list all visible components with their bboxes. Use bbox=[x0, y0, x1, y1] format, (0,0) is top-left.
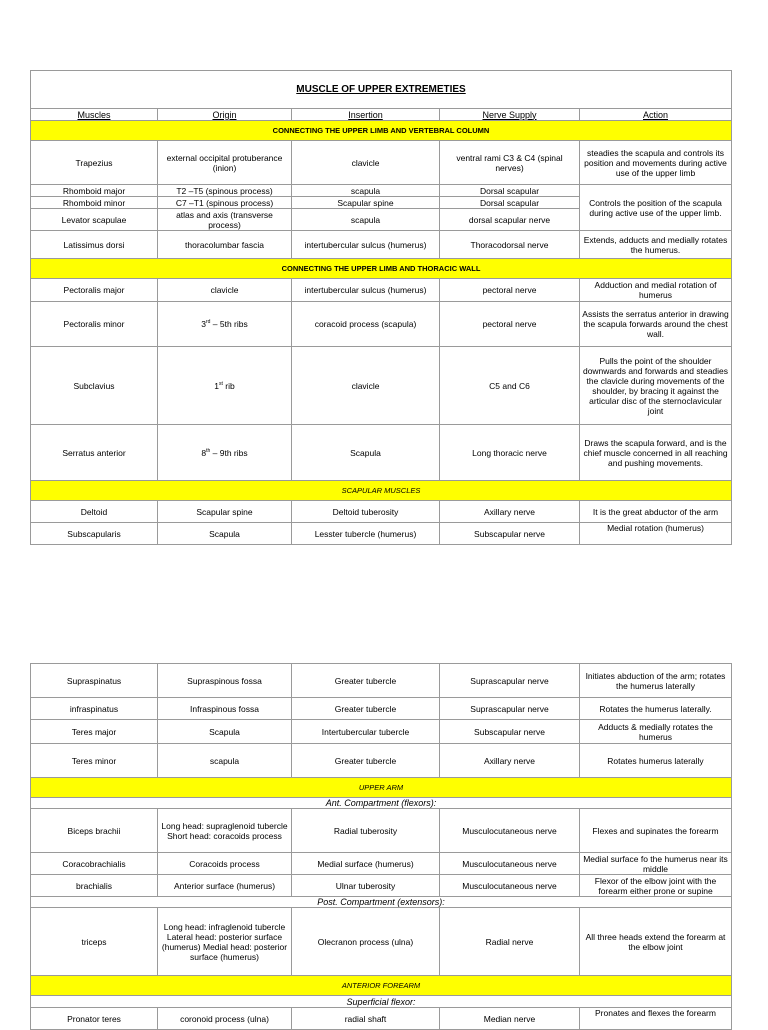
ordinal-suffix: th bbox=[206, 447, 211, 454]
origin-cell: Long head: supraglenoid tubercle Short head: coracoids process bbox=[158, 809, 292, 853]
origin-rest: rib bbox=[222, 380, 235, 391]
table-row bbox=[31, 279, 732, 302]
header-nerve-supply: Nerve Supply bbox=[440, 109, 580, 121]
origin-cell: Supraspinous fossa bbox=[158, 664, 292, 698]
nerve-cell: pectoral nerve bbox=[440, 279, 580, 302]
muscle-cell: Latissimus dorsi bbox=[31, 231, 158, 259]
insertion-cell: Olecranon process (ulna) bbox=[292, 908, 440, 976]
action-cell: Adducts & medially rotates the humerus bbox=[580, 720, 732, 744]
insertion-cell: Greater tubercle bbox=[292, 744, 440, 778]
action-cell: Pronates and flexes the forearm bbox=[580, 1008, 732, 1030]
action-cell: Medial rotation (humerus) bbox=[580, 523, 732, 545]
header-insertion: Insertion bbox=[292, 109, 440, 121]
nerve-cell: Median nerve bbox=[440, 1008, 580, 1030]
nerve-cell: Dorsal scapular bbox=[440, 197, 580, 209]
action-cell: Draws the scapula forward, and is the chief muscle concerned in all reaching and pushing movements. bbox=[580, 425, 732, 481]
origin-cell: coronoid process (ulna) bbox=[158, 1008, 292, 1030]
section-vertebral-column: CONNECTING THE UPPER LIMB AND VERTEBRAL COLUMN bbox=[31, 121, 732, 141]
muscle-cell: Rhomboid minor bbox=[31, 197, 158, 209]
nerve-cell: Long thoracic nerve bbox=[440, 425, 580, 481]
muscle-cell: Levator scapulae bbox=[31, 209, 158, 231]
origin-number: 8 bbox=[201, 447, 207, 458]
insertion-cell: Intertubercular tubercle bbox=[292, 720, 440, 744]
table-row bbox=[31, 1008, 732, 1030]
nerve-cell: ventral rami C3 & C4 (spinal nerves) bbox=[440, 141, 580, 185]
origin-cell bbox=[158, 347, 292, 425]
table-row bbox=[31, 425, 732, 481]
muscle-cell: Biceps brachii bbox=[31, 809, 158, 853]
insertion-cell: scapula bbox=[292, 209, 440, 231]
subsection-ant-compartment: Ant. Compartment (flexors): bbox=[31, 798, 732, 809]
nerve-cell: Suprascapular nerve bbox=[440, 664, 580, 698]
nerve-cell: C5 and C6 bbox=[440, 347, 580, 425]
origin-cell: clavicle bbox=[158, 279, 292, 302]
muscle-cell: brachialis bbox=[31, 875, 158, 897]
action-cell: Rotates the humerus laterally. bbox=[580, 698, 732, 720]
nerve-cell: Thoracodorsal nerve bbox=[440, 231, 580, 259]
muscle-cell: Rhomboid major bbox=[31, 185, 158, 197]
muscle-cell: Pronator teres bbox=[31, 1008, 158, 1030]
origin-cell: atlas and axis (transverse process) bbox=[158, 209, 292, 231]
origin-cell: T2 –T5 (spinous process) bbox=[158, 185, 292, 197]
header-muscles: Muscles bbox=[31, 109, 158, 121]
table-row bbox=[31, 141, 732, 185]
insertion-cell: intertubercular sulcus (humerus) bbox=[292, 279, 440, 302]
insertion-cell: intertubercular sulcus (humerus) bbox=[292, 231, 440, 259]
muscle-cell: Serratus anterior bbox=[31, 425, 158, 481]
action-cell: Initiates abduction of the arm; rotates the humerus laterally bbox=[580, 664, 732, 698]
nerve-cell: Subscapular nerve bbox=[440, 720, 580, 744]
header-origin: Origin bbox=[158, 109, 292, 121]
nerve-cell: Subscapular nerve bbox=[440, 523, 580, 545]
section-scapular-muscles: SCAPULAR MUSCLES bbox=[31, 481, 732, 501]
muscle-cell: Supraspinatus bbox=[31, 664, 158, 698]
insertion-cell: Scapula bbox=[292, 425, 440, 481]
origin-number: 3 bbox=[201, 319, 206, 329]
nerve-cell: Radial nerve bbox=[440, 908, 580, 976]
nerve-cell: Suprascapular nerve bbox=[440, 698, 580, 720]
insertion-cell: clavicle bbox=[292, 347, 440, 425]
action-cell: Pulls the point of the shoulder downwards and forwards and steadies the clavicle during movements of the shoulder, by bracing it against the articular disc of the sternoclavicular joint bbox=[580, 347, 732, 425]
table-row bbox=[31, 853, 732, 875]
page-title: MUSCLE OF UPPER EXTREMETIES bbox=[31, 71, 732, 109]
table-row bbox=[31, 698, 732, 720]
action-cell: Flexes and supinates the forearm bbox=[580, 809, 732, 853]
table-row bbox=[31, 523, 732, 545]
muscle-cell: Pectoralis major bbox=[31, 279, 158, 302]
muscle-cell: Pectoralis minor bbox=[31, 302, 158, 347]
origin-cell: external occipital protuberance (inion) bbox=[158, 141, 292, 185]
ordinal-suffix: rd bbox=[205, 319, 211, 326]
nerve-cell: Musculocutaneous nerve bbox=[440, 875, 580, 897]
action-cell: Flexor of the elbow joint with the forearm either prone or supine bbox=[580, 875, 732, 897]
muscle-cell: triceps bbox=[31, 908, 158, 976]
table-row bbox=[31, 347, 732, 425]
table-row bbox=[31, 875, 732, 897]
origin-number: 1 bbox=[214, 380, 220, 391]
nerve-cell: Axillary nerve bbox=[440, 744, 580, 778]
section-anterior-forearm: ANTERIOR FOREARM bbox=[31, 976, 732, 996]
table-row bbox=[31, 664, 732, 698]
muscle-cell: Trapezius bbox=[31, 141, 158, 185]
table-row bbox=[31, 185, 732, 197]
origin-cell: Anterior surface (humerus) bbox=[158, 875, 292, 897]
muscle-cell: Subscapularis bbox=[31, 523, 158, 545]
muscle-table-part-1 bbox=[30, 70, 732, 545]
origin-cell bbox=[158, 425, 292, 481]
table-row bbox=[31, 501, 732, 523]
nerve-cell: Musculocutaneous nerve bbox=[440, 853, 580, 875]
muscle-cell: Coracobrachialis bbox=[31, 853, 158, 875]
table-row bbox=[31, 231, 732, 259]
table-row bbox=[31, 744, 732, 778]
origin-cell: C7 –T1 (spinous process) bbox=[158, 197, 292, 209]
insertion-cell: radial shaft bbox=[292, 1008, 440, 1030]
section-upper-arm: UPPER ARM bbox=[31, 778, 732, 798]
insertion-cell: clavicle bbox=[292, 141, 440, 185]
origin-cell: thoracolumbar fascia bbox=[158, 231, 292, 259]
action-cell: All three heads extend the forearm at the elbow joint bbox=[580, 908, 732, 976]
action-cell: Assists the serratus anterior in drawing the scapula forwards around the chest wall. bbox=[580, 302, 732, 347]
subsection-post-compartment: Post. Compartment (extensors): bbox=[31, 897, 732, 908]
insertion-cell: Greater tubercle bbox=[292, 664, 440, 698]
action-cell: It is the great abductor of the arm bbox=[580, 501, 732, 523]
nerve-cell: Axillary nerve bbox=[440, 501, 580, 523]
insertion-cell: scapula bbox=[292, 185, 440, 197]
action-cell: steadies the scapula and controls its position and movements during active use of the upper limb bbox=[580, 141, 732, 185]
origin-cell: Scapular spine bbox=[158, 501, 292, 523]
table-row bbox=[31, 908, 732, 976]
insertion-cell: Greater tubercle bbox=[292, 698, 440, 720]
nerve-cell: Musculocutaneous nerve bbox=[440, 809, 580, 853]
section-thoracic-wall: CONNECTING THE UPPER LIMB AND THORACIC WALL bbox=[31, 259, 732, 279]
subsection-superficial-flexor: Superficial flexor: bbox=[31, 996, 732, 1008]
nerve-cell: pectoral nerve bbox=[440, 302, 580, 347]
insertion-cell: Radial tuberosity bbox=[292, 809, 440, 853]
table-row bbox=[31, 302, 732, 347]
table-row bbox=[31, 720, 732, 744]
muscle-cell: infraspinatus bbox=[31, 698, 158, 720]
origin-cell: Infraspinous fossa bbox=[158, 698, 292, 720]
header-action: Action bbox=[580, 109, 732, 121]
action-cell: Medial surface fo the humerus near its middle bbox=[580, 853, 732, 875]
action-cell: Extends, adducts and medially rotates the humerus. bbox=[580, 231, 732, 259]
origin-rest: – 9th ribs bbox=[210, 447, 248, 458]
action-cell: Adduction and medial rotation of humerus bbox=[580, 279, 732, 302]
origin-cell: Scapula bbox=[158, 720, 292, 744]
insertion-cell: Deltoid tuberosity bbox=[292, 501, 440, 523]
muscle-cell: Teres major bbox=[31, 720, 158, 744]
insertion-cell: Lesster tubercle (humerus) bbox=[292, 523, 440, 545]
insertion-cell: Scapular spine bbox=[292, 197, 440, 209]
origin-cell: Coracoids process bbox=[158, 853, 292, 875]
muscle-cell: Subclavius bbox=[31, 347, 158, 425]
origin-cell: Scapula bbox=[158, 523, 292, 545]
ordinal-suffix: st bbox=[219, 380, 223, 387]
action-cell: Rotates humerus laterally bbox=[580, 744, 732, 778]
nerve-cell: dorsal scapular nerve bbox=[440, 209, 580, 231]
muscle-table-part-2 bbox=[30, 663, 732, 1030]
insertion-cell: Medial surface (humerus) bbox=[292, 853, 440, 875]
table-row bbox=[31, 809, 732, 853]
insertion-cell: coracoid process (scapula) bbox=[292, 302, 440, 347]
origin-cell: Long head: infraglenoid tubercle Lateral head: posterior surface (humerus) Medial head: posterior surface (humerus) bbox=[158, 908, 292, 976]
insertion-cell: Ulnar tuberosity bbox=[292, 875, 440, 897]
action-cell: Controls the position of the scapula during active use of the upper limb. bbox=[580, 185, 732, 231]
origin-rest: – 5th ribs bbox=[210, 319, 248, 329]
muscle-cell: Deltoid bbox=[31, 501, 158, 523]
origin-cell: scapula bbox=[158, 744, 292, 778]
nerve-cell: Dorsal scapular bbox=[440, 185, 580, 197]
muscle-cell: Teres minor bbox=[31, 744, 158, 778]
origin-cell bbox=[158, 302, 292, 347]
